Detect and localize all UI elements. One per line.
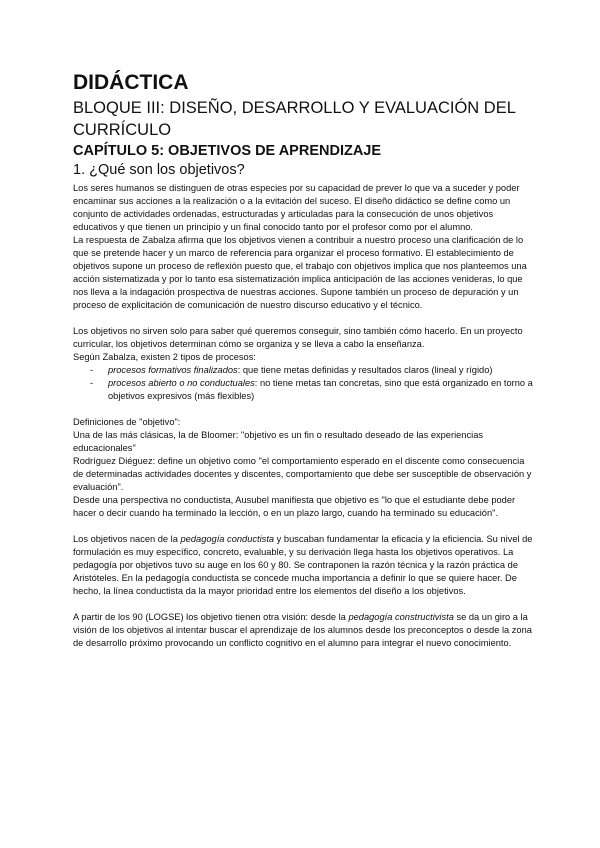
document-body — [73, 182, 533, 650]
list-item — [73, 377, 533, 403]
paragraph-ausubel: Desde una perspectiva no conductista, Ausubel manifiesta que objetivo es "lo que el estudiante debe poder hacer o decir cuando ha terminado la lección, o en un plazo largo, cuando ha terminado su educación". — [73, 495, 516, 518]
list-item-text: : no tiene metas tan concretas, sino que está organizado en torno a objetivos expresivos (más flexibles) — [108, 378, 533, 401]
document-title: DIDÁCTICA — [73, 71, 189, 94]
paragraph-rodriguez: Rodríguez Diéguez: define un objetivo como "el comportamiento esperado en el discente como consecuencia de determinadas actividades docentes y discentes, comportamiento que debe ser susceptible de observación y evaluación". — [73, 456, 532, 492]
list-item-text: : que tiene metas definidas y resultados claros (lineal y rígido) — [237, 365, 493, 375]
section-heading: 1. ¿Qué son los objetivos? — [73, 162, 245, 178]
list-item — [73, 364, 533, 377]
paragraph-purpose: Los objetivos no sirven solo para saber qué queremos conseguir, sino también cómo hacerlo. En un proyecto curricular, los objetivos determinan cómo se organiza y se lleva a cabo la enseñanza. — [73, 326, 523, 349]
list-item-term: procesos abierto o no conductuales — [108, 378, 255, 388]
paragraph-intro: Los seres humanos se distinguen de otras especies por su capacidad de prever lo que va a suceder y poder encaminar sus acciones a la realización o a la evitación del suceso. El diseño didáctico se define como un conjunto de actividades ordenadas, estructuradas y articuladas para la consecución de unos objetivos educativos y que tienen un principio y un final conocido tanto por el profesor como por el alumno. — [73, 183, 520, 232]
list-item-term: procesos formativos finalizados — [108, 365, 238, 375]
chapter-heading: CAPÍTULO 5: OBJETIVOS DE APRENDIZAJE — [73, 143, 382, 159]
process-list — [73, 364, 533, 403]
paragraph-conductista: Los objetivos nacen de la pedagogía conductista y buscaban fundamentar la eficacia y la eficiencia. Su nivel de formulación es muy específico, concreto, evaluable, y su derivación llega hasta los objetivos operativos. La pedagogía por objetivos tuvo su auge en los 60 y 80. Se contraponen la razón técnica y la razón práctica de Aristóteles. En la pedagogía conductista se concede mucha importancia a definir lo que se quiere hacer. De hecho, la línea conductista da la mayor prioridad entre los elementos del diseño a los objetivos. — [73, 534, 533, 596]
paragraph-definitions-heading: Definiciones de "objetivo": — [73, 417, 181, 427]
block-heading: BLOQUE III: DISEÑO, DESARROLLO Y EVALUACIÓN DEL CURRÍCULO — [73, 99, 516, 139]
paragraph-process-types: Según Zabalza, existen 2 tipos de procesos: — [73, 352, 256, 362]
paragraph-bloomer: Una de las más clásicas, la de Bloomer: "objetivo es un fin o resultado deseado de las experiencias educacionales" — [73, 430, 484, 453]
paragraph-constructivista: A partir de los 90 (LOGSE) los objetivo tienen otra visión: desde la pedagogía constructivista se da un giro a la visión de los objetivos al intentar buscar el aprendizaje de los alumnos desde los preconceptos o desde la zona de desarrollo próximo provocando un conflicto cognitivo en el alumno para integrar el nuevo conocimiento. — [73, 612, 532, 648]
paragraph-zabalza: La respuesta de Zabalza afirma que los objetivos vienen a contribuir a nuestro proceso una clarificación de lo que se pretende hacer y un marco de referencia para organizar el proceso formativo. El establecimiento de objetivos supone un proceso de reflexión puesto que, el trabajo con objetivos implica que nos planteemos una acción sistematizada y por lo tanto esa sistematización implica anticipación de las acciones venideras, lo que nos lleva a la indagación prospectiva de nuestras acciones. Supone también un proceso de depuración y un proceso de explicitación de comunicación de nuestro discurso educativo y el técnico. — [73, 235, 527, 310]
